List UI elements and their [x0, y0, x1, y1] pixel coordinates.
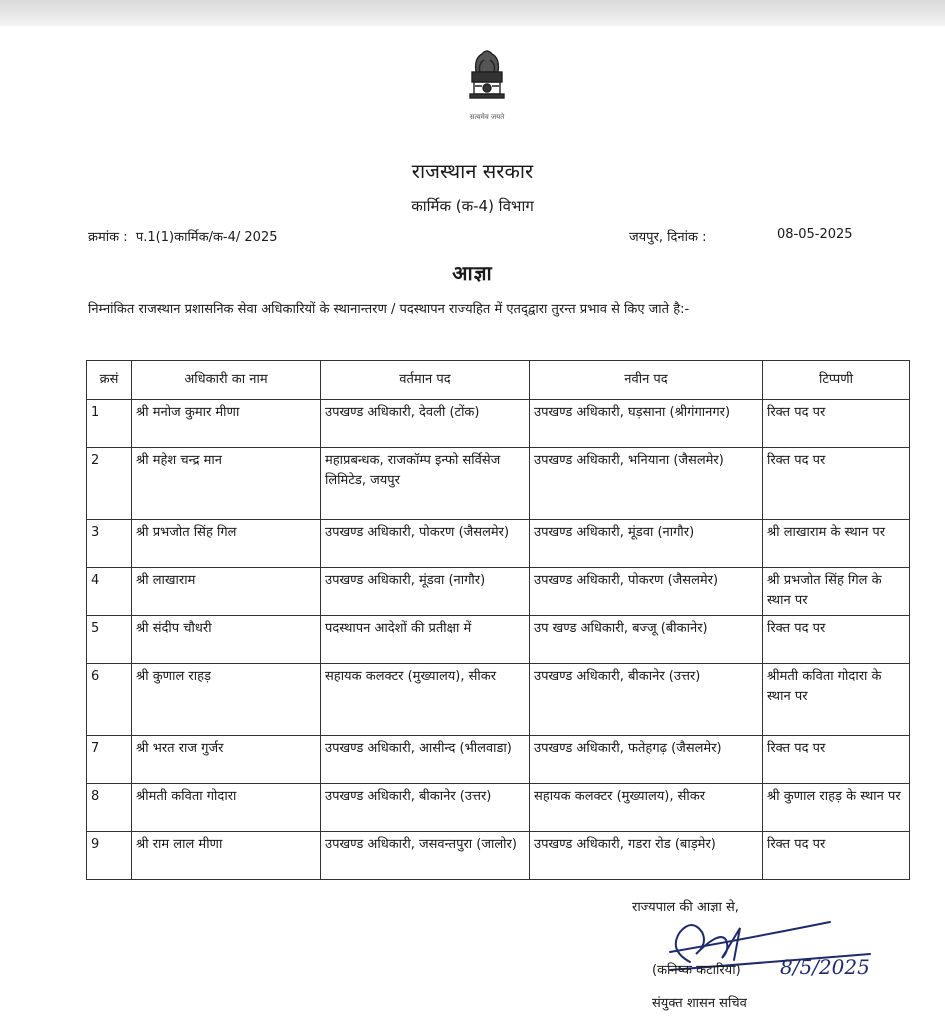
reference-number [88, 227, 278, 245]
new-post-cell: सहायक कलक्टर (मुख्यालय), सीकर [530, 784, 763, 832]
table-row [87, 568, 910, 616]
serial-cell: 4 [87, 568, 132, 616]
serial-cell: 8 [87, 784, 132, 832]
current-post-cell: सहायक कलक्टर (मुख्यालय), सीकर [321, 664, 530, 736]
new-post-cell: उपखण्ड अधिकारी, भनियाना (जैसलमेर) [530, 448, 763, 520]
table-row [87, 664, 910, 736]
order-intro: निम्नांकित राजस्थान प्रशासनिक सेवा अधिकारियों के स्थानान्तरण / पदस्थापन राज्यहित में एतद्‌द्वारा तुरन्त प्रभाव से किए जाते है:- [88, 302, 690, 317]
table-row [87, 616, 910, 664]
current-post-cell: उपखण्ड अधिकारी, आसीन्द (भीलवाडा) [321, 736, 530, 784]
new-post-cell: उपखण्ड अधिकारी, गडरा रोड (बाड़मेर) [530, 832, 763, 880]
table-row [87, 448, 910, 520]
remark-cell: रिक्त पद पर [763, 400, 910, 448]
remark-cell: रिक्त पद पर [763, 736, 910, 784]
remark-cell: श्री लाखाराम के स्थान पर [763, 520, 910, 568]
order-date: 08-05-2025 [777, 227, 853, 242]
current-post-cell: उपखण्ड अधिकारी, देवली (टोंक) [321, 400, 530, 448]
table-row [87, 736, 910, 784]
officer-name-cell: श्री संदीप चौधरी [132, 616, 321, 664]
serial-cell: 2 [87, 448, 132, 520]
officer-name-cell: श्री मनोज कुमार मीणा [132, 400, 321, 448]
remark-cell: रिक्त पद पर [763, 832, 910, 880]
new-post-cell: उप खण्ड अधिकारी, बज्जू (बीकानेर) [530, 616, 763, 664]
signature-date: 8/5/2025 [780, 955, 870, 979]
current-post-cell: उपखण्ड अधिकारी, पोकरण (जैसलमेर) [321, 520, 530, 568]
serial-cell: 5 [87, 616, 132, 664]
table-row [87, 784, 910, 832]
serial-cell: 9 [87, 832, 132, 880]
reference-value: प.1(1)कार्मिक/क-4/ 2025 [135, 230, 278, 245]
new-post-cell: उपखण्ड अधिकारी, पोकरण (जैसलमेर) [530, 568, 763, 616]
header-officer-name: अधिकारी का नाम [132, 361, 321, 400]
serial-cell: 7 [87, 736, 132, 784]
current-post-cell: उपखण्ड अधिकारी, मूंडवा (नागौर) [321, 568, 530, 616]
date-label: जयपुर, दिनांक : [629, 230, 707, 245]
remark-cell: श्री प्रभजोत सिंह गिल के स्थान पर [763, 568, 910, 616]
new-post-cell: उपखण्ड अधिकारी, घड़साना (श्रीगंगानगर) [530, 400, 763, 448]
remark-cell: श्रीमती कविता गोदारा के स्थान पर [763, 664, 910, 736]
signatory-name: (कनिष्क कटारिया) [652, 963, 741, 978]
header-serial: क्रसं [87, 361, 132, 400]
table-row [87, 520, 910, 568]
current-post-cell: उपखण्ड अधिकारी, बीकानेर (उत्तर) [321, 784, 530, 832]
photo-top-band [0, 0, 945, 26]
government-name: राजस्थान सरकार [411, 159, 534, 183]
current-post-cell: पदस्थापन आदेशों की प्रतीक्षा में [321, 616, 530, 664]
officer-name-cell: श्री राम लाल मीणा [132, 832, 321, 880]
remark-cell: रिक्त पद पर [763, 616, 910, 664]
new-post-cell: उपखण्ड अधिकारी, बीकानेर (उत्तर) [530, 664, 763, 736]
officer-name-cell: श्री महेश चन्द्र मान [132, 448, 321, 520]
reference-label: क्रमांक : [88, 230, 128, 245]
serial-cell: 1 [87, 400, 132, 448]
table-row [87, 400, 910, 448]
officer-name-cell: श्री भरत राज गुर्जर [132, 736, 321, 784]
transfer-table [86, 360, 910, 880]
header-remark: टिप्पणी [763, 361, 910, 400]
emblem-motto: सत्यमेव जयते [469, 113, 505, 121]
signatory-designation: संयुक्त शासन सचिव [652, 996, 747, 1011]
table-header-row [87, 361, 910, 400]
table-row [87, 832, 910, 880]
serial-cell: 3 [87, 520, 132, 568]
header-new-post: नवीन पद [530, 361, 763, 400]
remark-cell: श्री कुणाल राहड़ के स्थान पर [763, 784, 910, 832]
department-name: कार्मिक (क-4) विभाग [411, 197, 534, 215]
current-post-cell: महाप्रबन्धक, राजकॉम्प इन्फो सर्विसेज लिमिटेड, जयपुर [321, 448, 530, 520]
new-post-cell: उपखण्ड अधिकारी, फतेहगढ़ (जैसलमेर) [530, 736, 763, 784]
officer-name-cell: श्रीमती कविता गोदारा [132, 784, 321, 832]
serial-cell: 6 [87, 664, 132, 736]
order-title: आज्ञा [452, 261, 493, 285]
officer-name-cell: श्री लाखाराम [132, 568, 321, 616]
new-post-cell: उपखण्ड अधिकारी, मूंडवा (नागौर) [530, 520, 763, 568]
officer-name-cell: श्री प्रभजोत सिंह गिल [132, 520, 321, 568]
by-order-of-governor: राज्यपाल की आज्ञा से, [632, 900, 739, 915]
remark-cell: रिक्त पद पर [763, 448, 910, 520]
header-current-post: वर्तमान पद [321, 361, 530, 400]
officer-name-cell: श्री कुणाल राहड़ [132, 664, 321, 736]
current-post-cell: उपखण्ड अधिकारी, जसवन्तपुरा (जालोर) [321, 832, 530, 880]
